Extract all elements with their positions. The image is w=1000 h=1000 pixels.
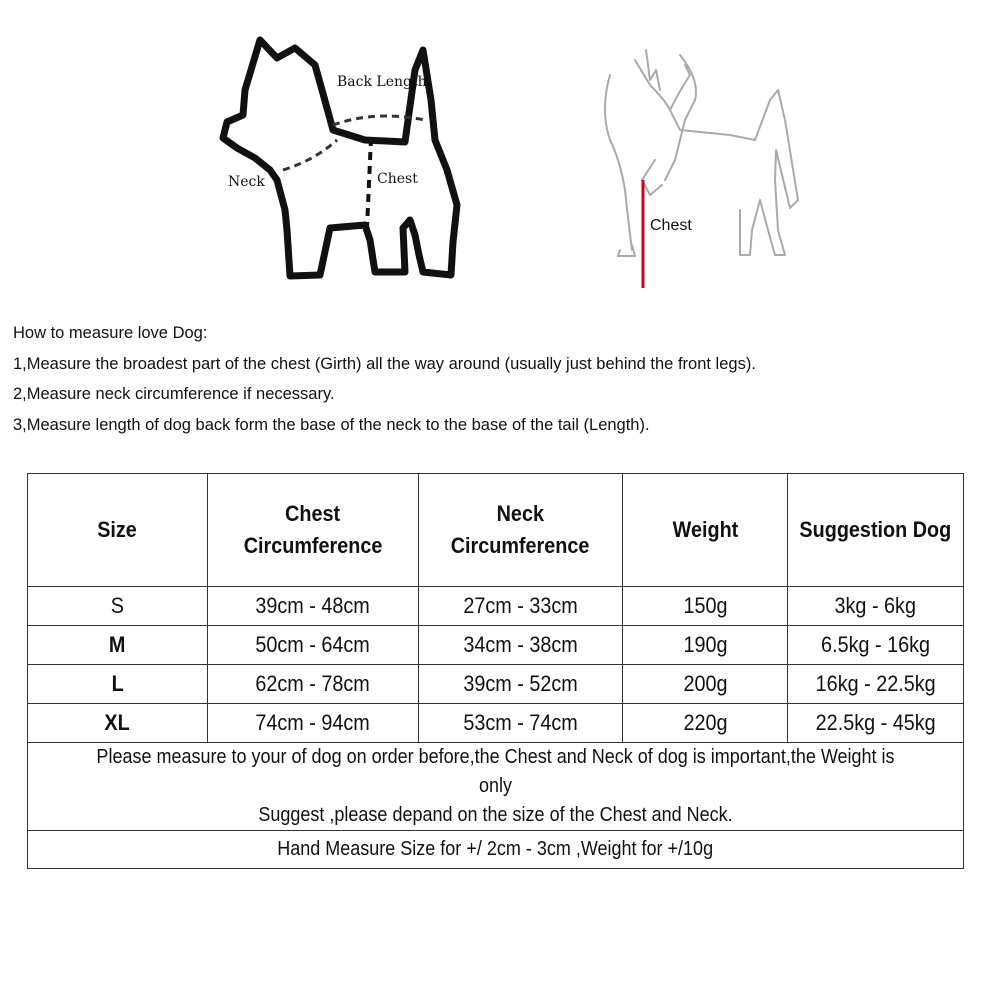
instructions-title: How to measure love Dog: bbox=[13, 324, 208, 342]
dog-weight-cell: 6.5kg - 16kg bbox=[788, 626, 964, 665]
weight-cell: 220g bbox=[623, 704, 788, 743]
header-chest-circumference: Chest Circumference bbox=[208, 474, 419, 587]
header-size: Size bbox=[28, 474, 208, 587]
size-cell: S bbox=[28, 587, 208, 626]
chest-label: Chest bbox=[377, 171, 418, 187]
neck-cell: 39cm - 52cm bbox=[419, 665, 623, 704]
size-cell: M bbox=[28, 626, 208, 665]
table-tolerance-row bbox=[28, 831, 964, 869]
dog-weight-cell: 3kg - 6kg bbox=[788, 587, 964, 626]
chest-cell: 74cm - 94cm bbox=[208, 704, 419, 743]
size-chart-table bbox=[27, 473, 964, 869]
neck-label: Neck bbox=[228, 174, 265, 190]
header-weight: Weight bbox=[623, 474, 788, 587]
instruction-step: 3,Measure length of dog back form the base of the neck to the base of the tail (Length). bbox=[13, 415, 650, 434]
measurement-instructions bbox=[13, 318, 983, 440]
neck-cell: 27cm - 33cm bbox=[419, 587, 623, 626]
header-neck-circumference: Neck Circumference bbox=[419, 474, 623, 587]
dog-measurement-illustration bbox=[215, 30, 475, 290]
table-row bbox=[28, 626, 964, 665]
weight-cell: 200g bbox=[623, 665, 788, 704]
back-length-label: Back Length bbox=[337, 74, 427, 90]
dog-chest-measure-sketch bbox=[580, 30, 810, 300]
chest-measure-line bbox=[367, 138, 371, 228]
dog-weight-cell: 22.5kg - 45kg bbox=[788, 704, 964, 743]
chest-cell: 62cm - 78cm bbox=[208, 665, 419, 704]
neck-measure-line bbox=[283, 140, 337, 170]
neck-cell: 53cm - 74cm bbox=[419, 704, 623, 743]
instruction-step: 1,Measure the broadest part of the chest (Girth) all the way around (usually just behind the front legs). bbox=[13, 354, 756, 373]
chest-cell: 50cm - 64cm bbox=[208, 626, 419, 665]
table-header-row bbox=[28, 474, 964, 587]
table-note-row bbox=[28, 743, 964, 831]
size-cell: XL bbox=[28, 704, 208, 743]
table-row bbox=[28, 665, 964, 704]
weight-cell: 150g bbox=[623, 587, 788, 626]
table-row bbox=[28, 704, 964, 743]
neck-cell: 34cm - 38cm bbox=[419, 626, 623, 665]
weight-cell: 190g bbox=[623, 626, 788, 665]
chest-label-right: Chest bbox=[650, 217, 692, 234]
table-row bbox=[28, 587, 964, 626]
instruction-step: 2,Measure neck circumference if necessary. bbox=[13, 385, 335, 403]
header-suggestion-dog: Suggestion Dog bbox=[788, 474, 964, 587]
chest-cell: 39cm - 48cm bbox=[208, 587, 419, 626]
dog-weight-cell: 16kg - 22.5kg bbox=[788, 665, 964, 704]
size-cell: L bbox=[28, 665, 208, 704]
measurement-note: Please measure to your of dog on order before,the Chest and Neck of dog is important,the Weight is only Suggest ,please depand on the size of the Chest and Neck. bbox=[28, 743, 964, 831]
dog-sketch-outline bbox=[605, 50, 798, 256]
hand-measure-tolerance: Hand Measure Size for +/ 2cm - 3cm ,Weight for +/10g bbox=[28, 831, 964, 869]
